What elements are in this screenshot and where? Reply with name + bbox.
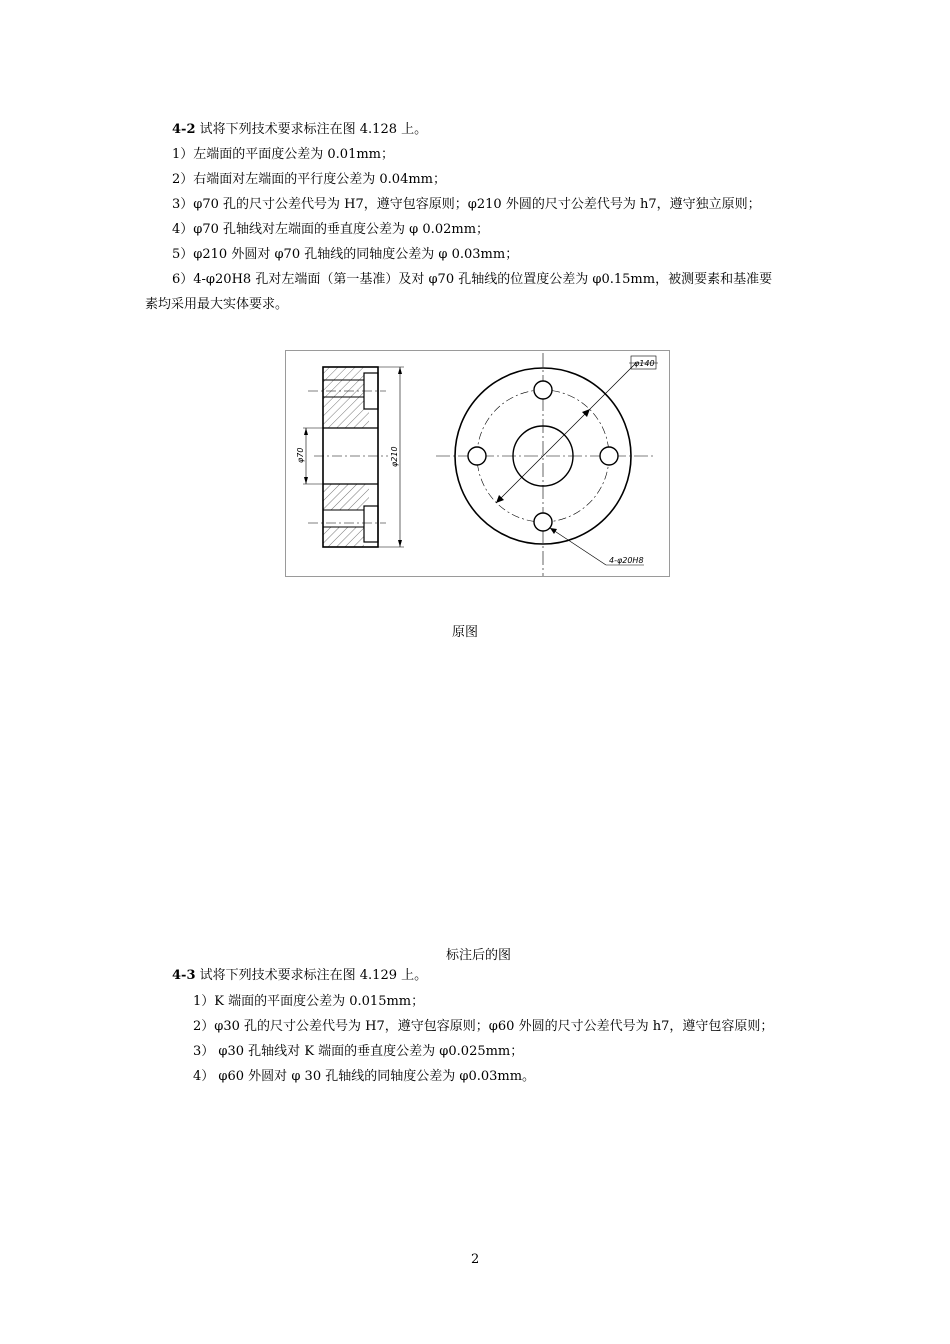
section-view <box>296 367 404 547</box>
q42-title: 试将下列技术要求标注在图 4.128 上。 <box>199 122 428 137</box>
caption-annotated: 标注后的图 <box>446 948 512 963</box>
dim-phi70-label: φ70 <box>296 447 305 463</box>
page-number: 2 <box>471 1252 480 1267</box>
q43-number: 4-3 <box>172 968 196 983</box>
flange-drawing-svg <box>286 351 671 578</box>
q42-item-3: 3）φ70 孔的尺寸公差代号为 H7，遵守包容原则；φ210 外圆的尺寸公差代号为 h7，遵守独立原则； <box>172 197 761 212</box>
flange-drawing <box>285 350 670 577</box>
q43-item-2: 2）φ30 孔的尺寸公差代号为 H7，遵守包容原则；φ60 外圆的尺寸公差代号为 h7，遵守包容原则； <box>193 1019 774 1034</box>
q43-item-4: 4） φ60 外圆对 φ 30 孔轴线的同轴度公差为 φ0.03mm。 <box>193 1069 536 1084</box>
q42-item-6: 6）4-φ20H8 孔对左端面（第一基准）及对 φ70 孔轴线的位置度公差为 φ0.15mm，被测要素和基准要 <box>172 272 773 287</box>
q43-heading <box>172 967 427 985</box>
dim-holes-label: 4-φ20H8 <box>609 556 644 565</box>
q42-number: 4-2 <box>172 122 196 137</box>
q43-item-1: 1）K 端面的平面度公差为 0.015mm； <box>193 994 425 1009</box>
q42-item-5: 5）φ210 外圆对 φ70 孔轴线的同轴度公差为 φ 0.03mm； <box>172 247 519 262</box>
q43-title: 试将下列技术要求标注在图 4.129 上。 <box>199 968 428 983</box>
q42-heading <box>172 121 427 139</box>
dim-phi140-label: φ140 <box>634 359 655 368</box>
caption-original: 原图 <box>452 625 479 640</box>
dim-phi210-label: φ210 <box>390 446 399 467</box>
q43-item-3: 3） φ30 孔轴线对 K 端面的垂直度公差为 φ0.025mm； <box>193 1044 524 1059</box>
q42-item-2: 2）右端面对左端面的平行度公差为 0.04mm； <box>172 172 447 187</box>
front-view <box>436 353 658 576</box>
q42-item-6-cont: 素均采用最大实体要求。 <box>145 297 289 312</box>
q42-item-4: 4）φ70 孔轴线对左端面的垂直度公差为 φ 0.02mm； <box>172 222 490 237</box>
q42-item-1: 1）左端面的平面度公差为 0.01mm； <box>172 147 395 162</box>
